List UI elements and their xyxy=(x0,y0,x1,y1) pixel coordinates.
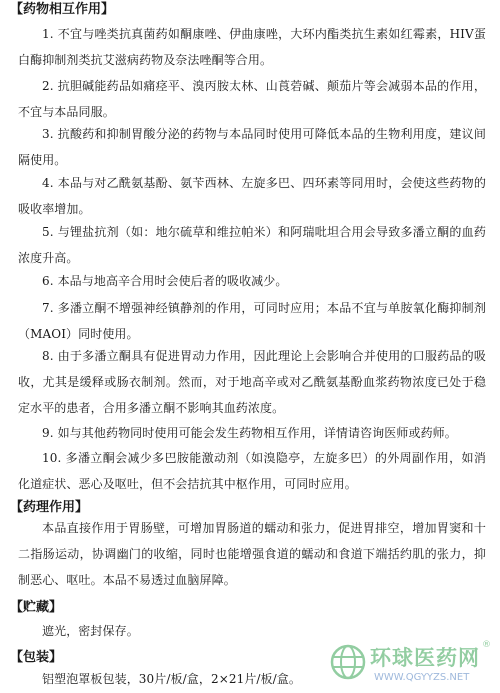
interaction-item-9: 9. 如与其他药物同时使用可能会发生药物相互作用，详情请咨询医师或药师。 xyxy=(42,426,457,440)
section-heading-pharmacology: 【药理作用】 xyxy=(10,500,89,515)
interaction-item-3: 3. 抗酸药和抑制胃酸分泌的药物与本品同时使用可降低本品的生物利用度，建议间隔使用。 xyxy=(18,127,486,167)
section-heading-interactions: 【药物相互作用】 xyxy=(10,2,115,17)
interaction-item-5: 5. 与锂盐抗剂（如：地尔硫草和维拉帕米）和阿瑞吡坦合用会导致多潘立酮的血药浓度升高。 xyxy=(18,225,486,265)
interaction-item-7: 7. 多潘立酮不增强神经镇静剂的作用，可同时应用；本品不宜与单胺氧化酶抑制剂（MAOI）同时使用。 xyxy=(18,301,486,341)
section-heading-package: 【包装】 xyxy=(10,650,63,665)
interaction-item-1: 1. 不宜与唑类抗真菌药如酮康唑、伊曲康唑，大环内酯类抗生素如红霉素，HIV蛋白酶抑制剂类抗艾滋病药物及奈法唑酮等合用。 xyxy=(18,27,486,67)
interaction-item-6: 6. 本品与地高辛合用时会使后者的吸收减少。 xyxy=(42,274,288,288)
watermark-name: 环球医药网 xyxy=(370,646,480,670)
globe-logo-icon xyxy=(330,644,366,680)
site-watermark xyxy=(330,640,495,688)
package-text: 铝塑泡罩板包装，30片/板/盒，2×21片/板/盒。 xyxy=(42,672,302,686)
section-heading-storage: 【贮藏】 xyxy=(10,600,63,615)
watermark-url: WWW.QGYYZS.NET xyxy=(374,672,470,683)
interaction-item-8: 8. 由于多潘立酮具有促进胃动力作用，因此理论上会影响合并使用的口服药品的吸收，尤其是缓释或肠衣制剂。然而，对于地高辛或对乙酰氨基酚血浆药物浓度已处于稳定水平的患者，合用多潘立酮不影响其血药浓度。 xyxy=(18,349,486,415)
interaction-item-4: 4. 本品与对乙酰氨基酚、氨苄西林、左旋多巴、四环素等同用时，会使这些药物的吸收率增加。 xyxy=(18,176,486,216)
pharmacology-text: 本品直接作用于胃肠壁，可增加胃肠道的蠕动和张力，促进胃排空，增加胃窦和十二指肠运动，协调幽门的收缩，同时也能增强食道的蠕动和食道下端括约肌的张力，抑制恶心、呕吐。本品不易透过血脑屏障。 xyxy=(18,521,486,587)
interaction-item-2: 2. 抗胆碱能药品如痛痉平、溴丙胺太林、山莨菪碱、颠茄片等会减弱本品的作用，不宜与本品同服。 xyxy=(18,79,486,119)
watermark-registered-mark: ® xyxy=(482,640,491,650)
interaction-item-10: 10. 多潘立酮会减少多巴胺能激动剂（如溴隐亭，左旋多巴）的外周副作用，如消化道症状、恶心及呕吐，但不会拮抗其中枢作用，可同时应用。 xyxy=(18,451,486,491)
storage-text: 遮光，密封保存。 xyxy=(42,624,139,638)
